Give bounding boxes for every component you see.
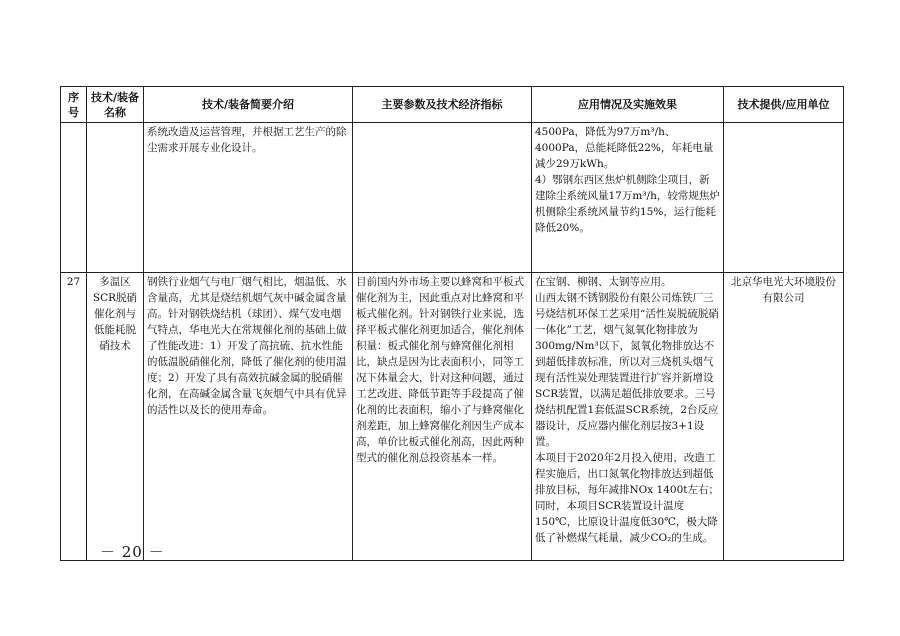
cell-no bbox=[61, 123, 87, 273]
header-effect: 应用情况及实施效果 bbox=[532, 87, 724, 123]
cell-name bbox=[87, 123, 144, 273]
cell-effect: 4500Pa，降低为97万m³/h、4000Pa，总能耗降低22%，年耗电量减少29万kWh。 4）鄂钢东西区焦炉机侧除尘项目，新建除尘系统风量17万m³/h，较常规焦炉机侧除尘系统风量节约15%，运行能耗降低20%。 bbox=[532, 123, 724, 273]
page-number: － 20 － bbox=[100, 543, 165, 561]
cell-params: 目前国内外市场主要以蜂窝和平板式催化剂为主，因此重点对比蜂窝和平板式催化剂。针对钢铁行业来说，选择平板式催化剂更加适合，催化剂体积量：板式催化剂与蜂窝催化剂相比，缺点是因为比表面积小，同等工况下体量会大，针对这种问题，通过工艺改进、降低节距等手段提高了催化剂的比表面积，缩小了与蜂窝催化剂差距，加上蜂窝催化剂因生产成本高，单价比板式催化剂高，因此两种型式的催化剂总投资基本一样。 bbox=[353, 273, 532, 561]
cell-params bbox=[353, 123, 532, 273]
cell-intro: 钢铁行业烟气与电厂烟气相比，烟温低、水含量高，尤其是烧结机烟气灰中碱金属含量高。针对钢铁烧结机（球团）、煤气发电烟气特点，华电光大在常规催化剂的基础上做了性能改进：1）开发了高抗硫、抗水性能的低温脱硝催化剂，降低了催化剂的使用温度；2）开发了具有高效抗碱金属的脱硝催化剂，在高碱金属含量飞灰烟气中具有优异的活性以及长的使用寿命。 bbox=[144, 273, 353, 561]
cell-no: 27 bbox=[61, 273, 87, 561]
cell-name: 多温区SCR脱硝催化剂与低能耗脱硝技术 bbox=[87, 273, 144, 561]
header-intro: 技术/装备简要介绍 bbox=[144, 87, 353, 123]
header-name: 技术/装备名称 bbox=[87, 87, 144, 123]
header-no: 序号 bbox=[61, 87, 87, 123]
cell-intro: 系统改造及运营管理，并根据工艺生产的除尘需求开展专业化设计。 bbox=[144, 123, 353, 273]
header-unit: 技术提供/应用单位 bbox=[724, 87, 844, 123]
technology-table bbox=[60, 86, 844, 561]
table-row-continued bbox=[61, 123, 844, 273]
cell-effect: 在宝钢、柳钢、太钢等应用。 山西太钢不锈钢股份有限公司炼铁厂三号烧结机环保工艺采用“活性炭脱硫脱硝一体化”工艺，烟气氮氧化物排放为300mg/Nm³以下，氮氧化物排放达不到超低排放标准，所以对三烧机头烟气现有活性炭处理装置进行扩容并新增设SCR装置，以满足超低排放要求。三号烧结机配置1套低温SCR系统，2台反应器设计，反应器内催化剂层按3+1设置。 本项目于2020年2月投入使用，改造工程实施后，出口氮氧化物排放达到超低排放目标，每年减排NOx 1400t左右；同时，本项目SCR装置设计温度150℃，比原设计温度低30℃，极大降低了补燃煤气耗量，减少CO₂的生成。 bbox=[532, 273, 724, 561]
cell-unit bbox=[724, 123, 844, 273]
cell-unit: 北京华电光大环境股份有限公司 bbox=[724, 273, 844, 561]
table-row-27 bbox=[61, 273, 844, 561]
header-params: 主要参数及技术经济指标 bbox=[353, 87, 532, 123]
table-header-row bbox=[61, 87, 844, 123]
